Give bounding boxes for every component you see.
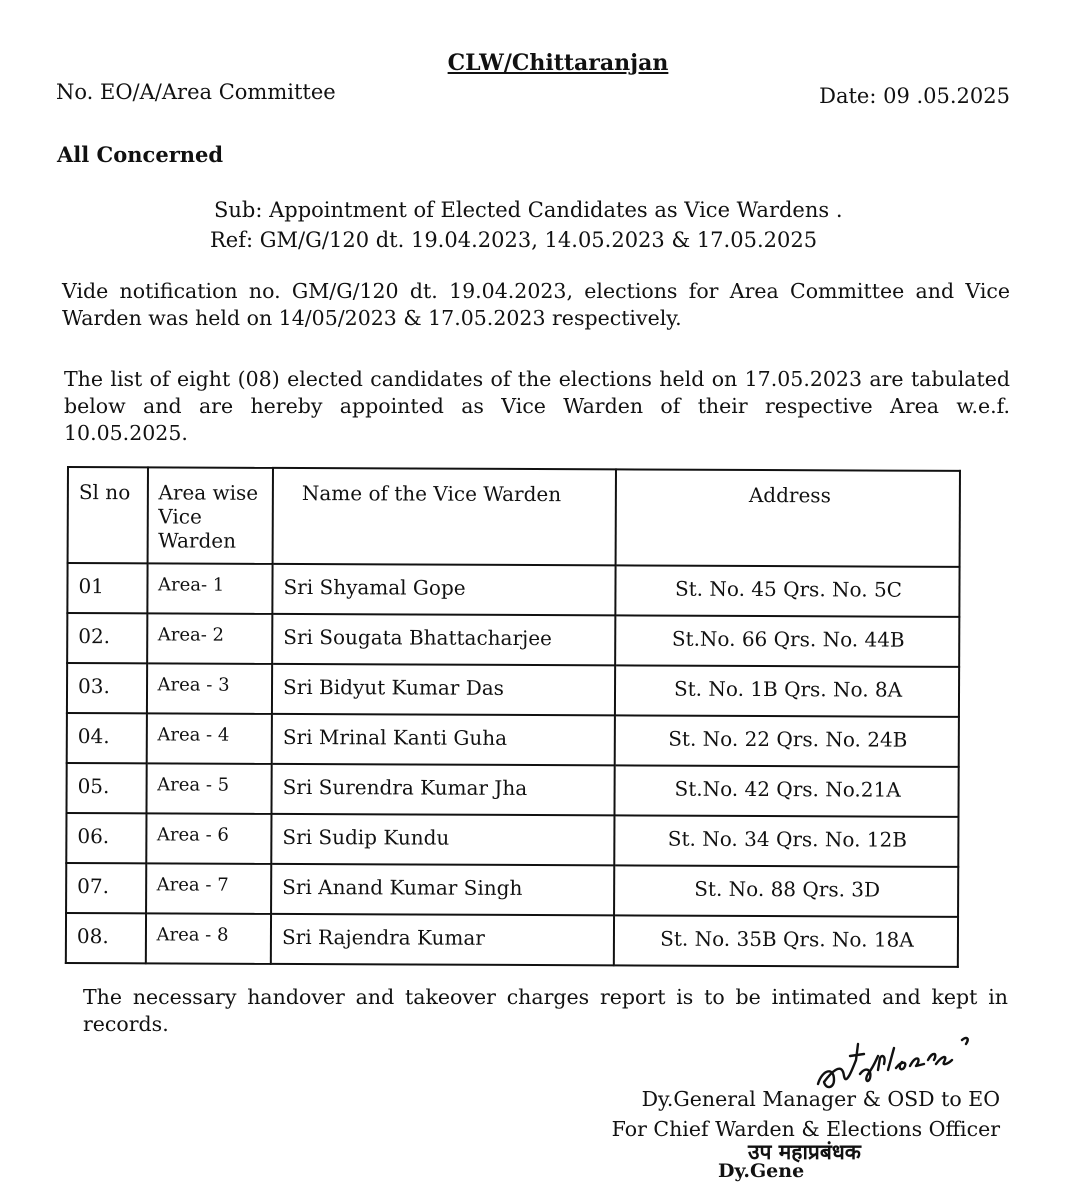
cell-name: Sri Anand Kumar Singh <box>271 864 614 915</box>
cell-address: St. No. 88 Qrs. 3D <box>614 865 958 917</box>
cell-sl-no: 06. <box>66 813 146 863</box>
table-body <box>66 563 960 967</box>
cell-area: Area - 4 <box>146 713 272 764</box>
cell-sl-no: 01 <box>67 563 147 613</box>
cell-address: St. No. 34 Qrs. No. 12B <box>614 815 958 867</box>
cell-address: St. No. 45 Qrs. No. 5C <box>615 565 959 617</box>
table-row <box>67 563 959 617</box>
table-row <box>66 763 958 817</box>
cell-name: Sri Shyamal Gope <box>272 564 615 615</box>
table-row <box>66 863 958 917</box>
table-header-row <box>68 467 960 567</box>
table-row <box>66 913 958 967</box>
signatory-hindi-title: उप महाप्रबंधक <box>748 1139 861 1164</box>
cell-sl-no: 05. <box>66 763 146 813</box>
paragraph-handover: The necessary handover and takeover charges report is to be intimated and kept in records. <box>83 985 1008 1036</box>
cell-name: Sri Bidyut Kumar Das <box>272 664 615 715</box>
cell-address: St.No. 66 Qrs. No. 44B <box>615 615 959 667</box>
signatory-stamp-cut-line: Dy.Gene <box>718 1160 805 1182</box>
cell-area: Area - 7 <box>146 863 272 914</box>
vice-warden-table <box>65 466 961 968</box>
cell-area: Area - 3 <box>146 663 272 714</box>
reference-line: Ref: GM/G/120 dt. 19.04.2023, 14.05.2023 & 17.05.2025 <box>210 228 818 252</box>
paragraph-notification: Vide notification no. GM/G/120 dt. 19.04.2023, elections for Area Committee and Vice Warden was held on 14/05/2023 & 17.05.2023 respectively. <box>62 279 1010 330</box>
cell-area: Area- 2 <box>147 613 273 664</box>
cell-area: Area- 1 <box>147 563 273 614</box>
cell-area: Area - 6 <box>146 813 272 864</box>
header-address: Address <box>616 469 960 566</box>
cell-sl-no: 02. <box>67 613 147 663</box>
table-row <box>67 613 959 667</box>
cell-name: Sri Mrinal Kanti Guha <box>272 714 615 765</box>
cell-sl-no: 04. <box>67 713 147 763</box>
cell-address: St.No. 42 Qrs. No.21A <box>615 765 959 817</box>
cell-name: Sri Sudip Kundu <box>271 814 614 865</box>
cell-area: Area - 5 <box>146 763 272 814</box>
cell-sl-no: 03. <box>67 663 147 713</box>
cell-name: Sri Rajendra Kumar <box>271 914 614 965</box>
header-area: Area wise Vice Warden <box>147 467 273 564</box>
header-name: Name of the Vice Warden <box>273 468 616 565</box>
cell-address: St. No. 22 Qrs. No. 24B <box>615 715 959 767</box>
paragraph-list-intro: The list of eight (08) elected candidates of the elections held on 17.05.2023 are tabulated below and are hereby appointed as Vice Warden of their respective Area w.e.f. 10.05.2025. <box>64 367 1010 445</box>
cell-sl-no: 08. <box>66 913 146 963</box>
reference-number: No. EO/A/Area Committee <box>56 80 336 104</box>
organization-title: CLW/Chittaranjan <box>447 50 669 76</box>
letter-date: Date: 09 .05.2025 <box>819 84 1010 108</box>
signatory-capacity: For Chief Warden & Elections Officer <box>611 1117 1000 1141</box>
subject-line: Sub: Appointment of Elected Candidates as Vice Wardens . <box>214 198 843 222</box>
cell-address: St. No. 1B Qrs. No. 8A <box>615 665 959 717</box>
cell-sl-no: 07. <box>66 863 146 913</box>
cell-area: Area - 8 <box>145 913 271 964</box>
table-row <box>67 663 959 717</box>
table-row <box>66 813 958 867</box>
signatory-designation: Dy.General Manager & OSD to EO <box>641 1087 1000 1111</box>
table-row <box>67 713 959 767</box>
cell-name: Sri Surendra Kumar Jha <box>272 764 615 815</box>
addressee: All Concerned <box>57 142 224 167</box>
header-sl-no: Sl no <box>68 467 148 563</box>
cell-address: St. No. 35B Qrs. No. 18A <box>614 915 958 967</box>
cell-name: Sri Sougata Bhattacharjee <box>272 614 615 665</box>
